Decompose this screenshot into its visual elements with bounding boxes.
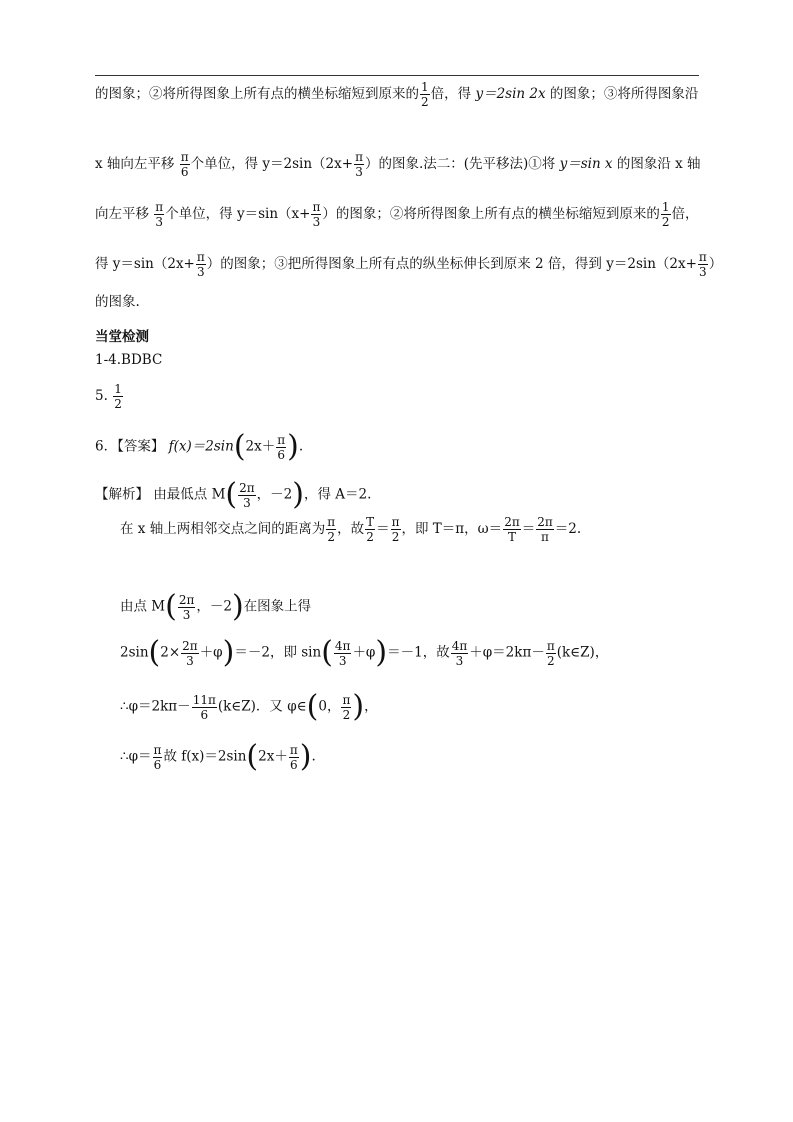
text-segment: 个单位，得 y＝sin（x+ (165, 206, 311, 222)
section-title: 当堂检测 (95, 329, 149, 345)
text-segment: 向左平移 (95, 206, 154, 222)
fraction: $\frac{\pi}{2}$ (342, 692, 351, 722)
solution-line-3: 由点 M( $\frac{2\pi}{3}$ ，－2)在图象上得 (120, 589, 312, 624)
question-label: 5. (95, 388, 108, 404)
answer-label: 6．【答案】 (95, 438, 169, 455)
text-segment: 的图象；③将所得图象沿 (545, 86, 699, 102)
equation: y＝2sin（2x+ (262, 156, 354, 172)
fraction: $\frac{\pi}{6}$ (153, 742, 162, 772)
text-line-2 (95, 150, 701, 179)
solution-label: 【解析】 由最低点 M (95, 486, 226, 503)
fraction: $\frac{2\pi}{T}$ (504, 515, 520, 544)
fraction: $\frac{\pi}{3}$ (196, 250, 205, 279)
solution-line-1: 【解析】 由最低点 M( $\frac{2\pi}{3}$ ，－2)，得 A＝2. (95, 477, 372, 512)
fraction: $\frac{1}{2}$ (421, 80, 429, 109)
fraction: $\frac{\pi}{6}$ (289, 742, 298, 772)
fraction: $\frac{4\pi}{3}$ (451, 638, 468, 668)
fraction: $\frac{\pi}{6}$ (180, 150, 189, 179)
header-rule (95, 75, 699, 76)
fraction: $\frac{2\pi}{3}$ (239, 480, 255, 510)
fraction: $\frac{2\pi}{3}$ (182, 638, 198, 668)
solution-line-4: 2sin(2× $\frac{2\pi}{3}$ ＋φ)＝－2，即 sin( $\frac{4\pi}{3}$ ＋φ)＝－1，故 $\frac{4\pi}{3}$ ＋φ＝2kπ－ $\frac{\pi}{2}$ (k∈Z)， (120, 635, 609, 670)
fraction: $\frac{\pi}{3}$ (155, 200, 164, 229)
answers-1-4: 1-4.BDBC (95, 352, 163, 368)
text-line-4 (95, 250, 722, 279)
text-segment: ）的图象；②将所得图象上所有点的横坐标缩短到原来的 (322, 206, 660, 222)
text-line-1 (95, 80, 698, 109)
fraction: $\frac{\pi}{6}$ (277, 432, 286, 462)
fraction: $\frac{\pi}{3}$ (698, 250, 707, 279)
solution-line-5: ∴φ＝2kπ－ $\frac{11\pi}{6}$ (k∈Z)．又 φ∈(0， $\frac{\pi}{2}$ )， (120, 689, 378, 724)
fraction: $\frac{\pi}{2}$ (546, 638, 555, 668)
text-line-5: 的图象. (95, 294, 140, 310)
equation: y＝2sin 2x (475, 86, 546, 102)
answer-5 (95, 382, 124, 411)
text-segment: 的图象；②将所得图象上所有点的横坐标缩短到原来的 (95, 86, 419, 102)
fraction: $\frac{1}{2}$ (114, 382, 122, 411)
answer-6: 6．【答案】 f(x)＝2sin(2x＋ $\frac{\pi}{6}$ ). (95, 429, 304, 464)
text-segment: 得 y＝sin（2x+ (95, 256, 195, 272)
text-segment: 个单位，得 (190, 156, 263, 172)
fraction: $\frac{T}{2}$ (366, 515, 375, 544)
text-segment: x 轴向左平移 (95, 156, 179, 172)
fraction: $\frac{\pi}{3}$ (312, 200, 321, 229)
equation: 2x＋ (245, 438, 276, 455)
equation: f(x)＝2sin (168, 438, 234, 455)
text-segment: ）的图象；③把所得图象上所有点的纵坐标伸长到原来 2 倍，得到 y＝2sin（2x+ (206, 256, 697, 272)
fraction: $\frac{\pi}{2}$ (391, 515, 400, 544)
text-segment: ） (708, 256, 723, 272)
solution-line-2: 在 x 轴上两相邻交点之间的距离为 $\frac{\pi}{2}$ ，故 $\frac{T}{2}$ ＝ $\frac{\pi}{2}$ ，即 T＝π，ω＝ $\frac{2\pi}{T}$ ＝ $\frac{2\pi}{\pi}$ ＝2. (120, 515, 582, 544)
text-segment: ）的图象.法二：(先平移法)①将 (364, 156, 560, 172)
fraction: $\frac{2\pi}{\pi}$ (537, 515, 553, 544)
solution-line-6: ∴φ＝ $\frac{\pi}{6}$ 故 f(x)＝2sin(2x＋ $\frac{\pi}{6}$ ). (120, 739, 316, 774)
text-segment: 倍， (671, 206, 699, 222)
fraction: $\frac{2\pi}{3}$ (178, 592, 195, 622)
text-line-3 (95, 200, 699, 229)
fraction: $\frac{\pi}{2}$ (327, 515, 336, 544)
fraction: $\frac{11\pi}{6}$ (192, 692, 216, 722)
text-segment: 倍，得 (430, 86, 476, 102)
fraction: $\frac{4\pi}{3}$ (334, 638, 351, 668)
text-segment: 的图象沿 x 轴 (612, 156, 701, 172)
equation: y＝sin x (559, 156, 613, 172)
fraction: $\frac{\pi}{3}$ (355, 150, 363, 179)
fraction: $\frac{1}{2}$ (661, 200, 670, 229)
